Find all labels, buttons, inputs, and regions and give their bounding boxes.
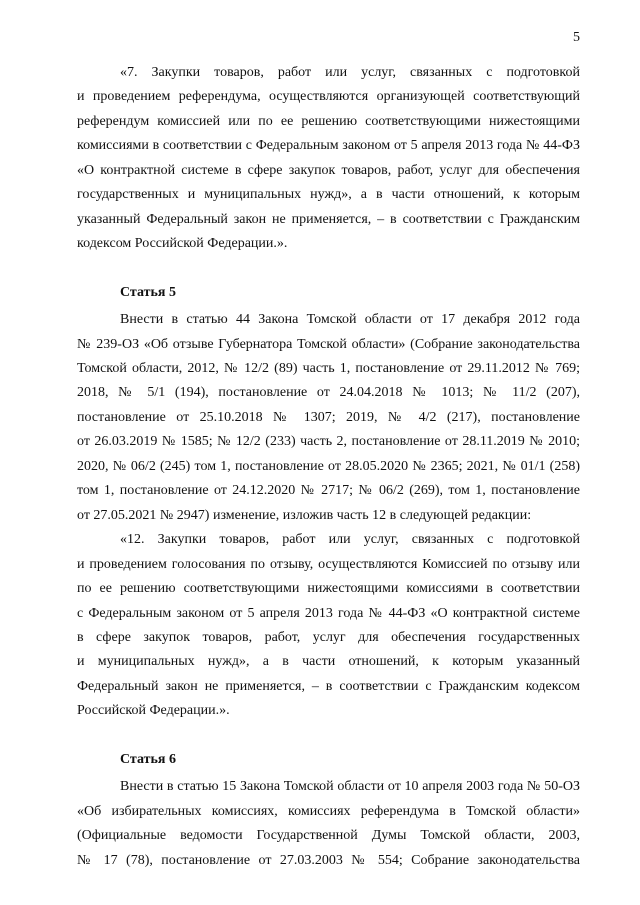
text-line: Российской Федерации.». — [77, 703, 230, 719]
text-line: по ее решению соответствующими нижестоящими комиссиями в соответствии — [77, 581, 580, 597]
text-line: и проведением референдума, осуществляются организующей соответствующий — [77, 89, 580, 105]
page-number: 5 — [573, 30, 580, 45]
amendment-paragraph-7 — [77, 61, 580, 257]
text-line: постановление от 25.10.2018 № 1307; 2019, № 4/2 (217), постановление — [77, 409, 580, 425]
text-line: кодексом Российской Федерации.». — [77, 236, 288, 252]
text-line: указанный Федеральный закон не применяется, – в соответствии с Гражданским — [77, 211, 580, 227]
document-body — [77, 61, 580, 873]
text-line: в сфере закупок товаров, работ, услуг для обеспечения государственных — [77, 629, 580, 645]
text-line: том 1, постановление от 24.12.2020 № 2717; № 06/2 (269), том 1, постановление — [77, 483, 580, 499]
text-line: комиссиями в соответствии с Федеральным законом от 5 апреля 2013 года № 44-ФЗ — [77, 138, 580, 154]
article-6-paragraph — [77, 775, 580, 873]
text-line: «Об избирательных комиссиях, комиссиях референдума в Томской области» — [77, 803, 580, 819]
text-line: и муниципальных нужд», а в части отношений, к которым указанный — [77, 654, 580, 670]
text-line: Томской области, 2012, № 12/2 (89) часть 1, постановление от 29.11.2012 № 769; — [77, 360, 580, 376]
text-line: референдум комиссией или по ее решению соответствующими нижестоящими — [77, 113, 580, 129]
article-5-paragraph — [77, 308, 580, 528]
text-line: 2018, № 5/1 (194), постановление от 24.04.2018 № 1013; № 11/2 (207), — [77, 385, 580, 401]
text-line: 2020, № 06/2 (245) том 1, постановление от 28.05.2020 № 2365; 2021, № 01/1 (258) — [77, 458, 580, 474]
text-line: (Официальные ведомости Государственной Думы Томской области, 2003, — [77, 828, 580, 844]
amendment-paragraph-12 — [77, 528, 580, 724]
text-line: от 26.03.2019 № 1585; № 12/2 (233) часть 2, постановление от 28.11.2019 № 2010; — [77, 434, 580, 450]
text-line: от 27.05.2021 № 2947) изменение, изложив часть 12 в следующей редакции: — [77, 507, 532, 523]
text-line: государственных и муниципальных нужд», а в части отношений, к которым — [77, 187, 580, 203]
text-line: Внести в статью 15 Закона Томской области от 10 апреля 2003 года № 50-ОЗ — [120, 779, 580, 795]
article-5-heading: Статья 5 — [120, 284, 176, 300]
text-line: Федеральный закон не применяется, – в соответствии с Гражданским кодексом — [77, 678, 580, 694]
text-line: № 239-ОЗ «Об отзыве Губернатора Томской области» (Собрание законодательства — [77, 336, 580, 352]
text-line: «О контрактной системе в сфере закупок товаров, работ, услуг для обеспечения — [77, 162, 580, 178]
article-6-heading: Статья 6 — [120, 751, 176, 767]
text-line: «7. Закупки товаров, работ или услуг, связанных с подготовкой — [120, 65, 580, 80]
text-line: Внести в статью 44 Закона Томской области от 17 декабря 2012 года — [120, 312, 580, 328]
text-line: «12. Закупки товаров, работ или услуг, связанных с подготовкой — [120, 532, 580, 548]
text-line: с Федеральным законом от 5 апреля 2013 года № 44-ФЗ «О контрактной системе — [77, 605, 580, 621]
text-line: и проведением голосования по отзыву, осуществляются Комиссией по отзыву или — [77, 556, 580, 572]
text-line: № 17 (78), постановление от 27.03.2003 № 554; Собрание законодательства — [77, 852, 580, 868]
